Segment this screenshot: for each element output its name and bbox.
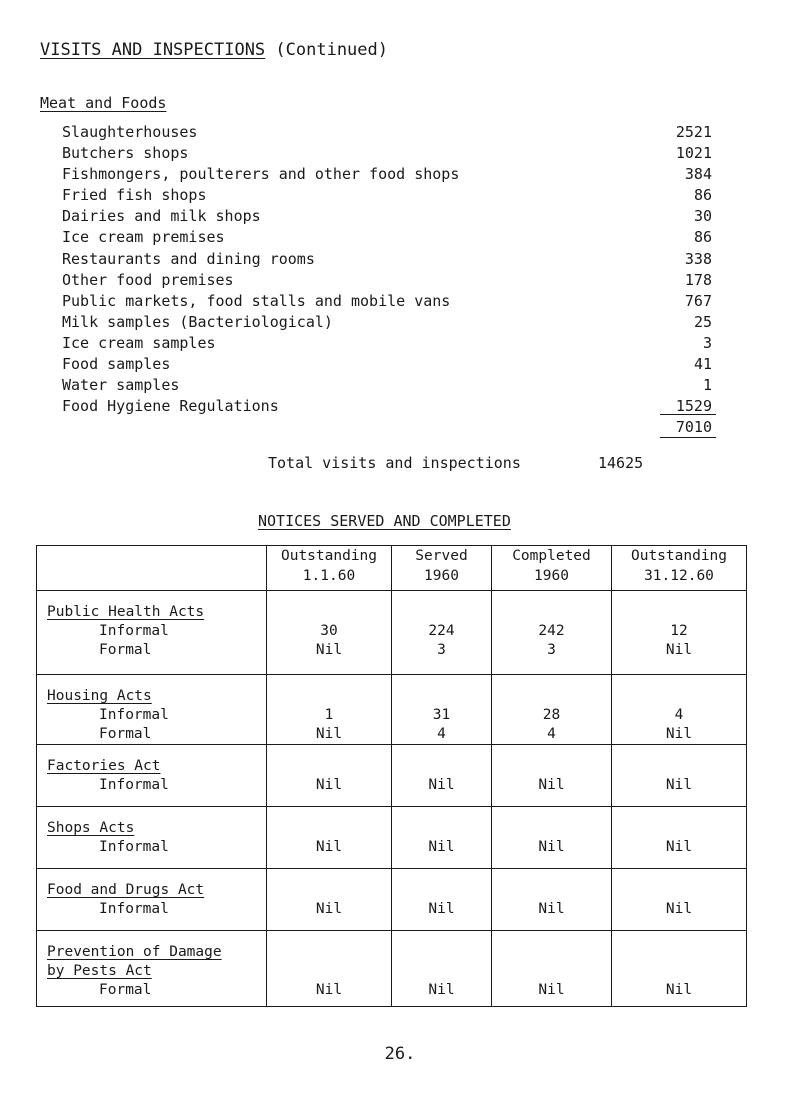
- section-title-meat-foods: Meat and Foods: [40, 94, 167, 112]
- value-text: Nil: [665, 839, 693, 855]
- value-text: Nil: [428, 982, 455, 998]
- notices-group-row: [37, 745, 747, 807]
- visit-label: Ice cream samples: [62, 333, 216, 352]
- visit-value: 2521: [675, 123, 712, 141]
- value-cell: [267, 591, 392, 675]
- notice-type-label: Formal: [99, 982, 152, 998]
- value-text: Nil: [315, 982, 343, 998]
- notices-header-row: [37, 546, 747, 591]
- visit-value: 1021: [675, 144, 712, 163]
- category-title: Prevention of Damage: [47, 944, 222, 960]
- category-cell: [37, 807, 267, 869]
- value-cell: [612, 931, 747, 1007]
- value-text: Nil: [315, 726, 343, 742]
- value-cell: [492, 745, 612, 807]
- value-stack: [392, 675, 491, 744]
- notices-group-row: [37, 591, 747, 675]
- visit-label: Public markets, food stalls and mobile vans: [62, 291, 451, 310]
- visit-row: [62, 185, 712, 206]
- value-text: Nil: [315, 642, 343, 658]
- visit-value: 384: [684, 165, 712, 184]
- value-text: Nil: [315, 777, 343, 793]
- notices-group-row: [37, 675, 747, 745]
- value-text: Nil: [665, 901, 693, 917]
- visit-row: [62, 270, 712, 291]
- notices-group-row: [37, 807, 747, 869]
- value-stack: [612, 931, 746, 1000]
- value-stack: [392, 745, 491, 795]
- value-stack: [267, 869, 391, 919]
- value-text: Nil: [538, 901, 565, 917]
- notice-type-label: Formal: [99, 726, 152, 742]
- value-text: 12: [670, 623, 688, 639]
- value-stack: [492, 675, 611, 744]
- value-cell: [612, 869, 747, 931]
- value-stack: [267, 591, 391, 660]
- page-heading: [40, 40, 388, 60]
- value-stack: [492, 931, 611, 1000]
- value-text: Nil: [538, 982, 565, 998]
- value-text: 4: [674, 707, 684, 723]
- value-cell: [392, 869, 492, 931]
- header-blank: [37, 546, 267, 591]
- value-text: 3: [547, 642, 556, 658]
- value-stack: [267, 745, 391, 795]
- visit-row: [62, 396, 712, 417]
- value-text: Nil: [665, 982, 693, 998]
- value-text: 28: [542, 707, 561, 723]
- heading-underlined: VISITS AND INSPECTIONS: [40, 40, 266, 60]
- visit-row: [62, 143, 712, 164]
- value-stack: [267, 807, 391, 857]
- value-text: 3: [437, 642, 446, 658]
- value-text: Nil: [665, 777, 693, 793]
- notice-type-label: Informal: [99, 777, 169, 793]
- visit-row: [62, 354, 712, 375]
- total-value: 14625: [598, 454, 644, 472]
- category-cell: [37, 745, 267, 807]
- value-stack: [492, 869, 611, 919]
- visit-label: Water samples: [62, 376, 180, 395]
- value-cell: [492, 807, 612, 869]
- visit-value: 1: [702, 376, 712, 395]
- value-cell: [612, 807, 747, 869]
- value-text: 224: [428, 623, 455, 639]
- category-cell: [37, 869, 267, 931]
- notice-type-label: Informal: [99, 839, 169, 855]
- value-text: 31: [432, 707, 451, 723]
- value-cell: [492, 675, 612, 745]
- visit-label: Dairies and milk shops: [62, 207, 261, 226]
- value-stack: [392, 591, 491, 660]
- visit-row: [62, 291, 712, 312]
- value-stack: [392, 869, 491, 919]
- notice-type-label: Formal: [99, 642, 152, 658]
- value-text: Nil: [428, 839, 455, 855]
- value-cell: [267, 931, 392, 1007]
- visit-label: Butchers shops: [62, 144, 189, 163]
- notices-group-row: [37, 931, 747, 1007]
- category-title: Food and Drugs Act: [47, 882, 205, 898]
- notice-type-label: Informal: [99, 707, 169, 723]
- visit-row: [62, 206, 712, 227]
- visit-value: 338: [684, 249, 712, 268]
- visit-value: 86: [693, 186, 712, 205]
- visit-label: Slaughterhouses: [62, 123, 198, 141]
- category-title: Housing Acts: [47, 688, 152, 704]
- value-text: Nil: [428, 901, 455, 917]
- visit-row: [62, 227, 712, 248]
- visit-value: 767: [684, 291, 712, 310]
- value-text: 4: [547, 726, 556, 742]
- notice-type-label: Informal: [99, 901, 169, 917]
- value-text: 242: [538, 623, 565, 639]
- visit-label: Ice cream premises: [62, 228, 225, 247]
- category-cell: [37, 675, 267, 745]
- category-cell: [37, 591, 267, 675]
- category-cell: [37, 931, 267, 1007]
- col-header: Completed 1960: [492, 546, 612, 591]
- value-stack: [612, 745, 746, 795]
- visit-value: 30: [693, 207, 712, 226]
- value-stack: [267, 931, 391, 1000]
- value-stack: [612, 807, 746, 857]
- visit-row: [62, 333, 712, 354]
- notices-title: NOTICES SERVED AND COMPLETED: [258, 512, 511, 530]
- value-stack: [492, 591, 611, 660]
- value-text: Nil: [665, 642, 693, 658]
- value-cell: [392, 675, 492, 745]
- visit-value: 41: [693, 355, 712, 374]
- value-stack: [612, 869, 746, 919]
- value-cell: [612, 745, 747, 807]
- value-cell: [392, 745, 492, 807]
- visit-value: 3: [702, 333, 712, 352]
- notices-table: [36, 545, 747, 1007]
- notices-group-row: [37, 869, 747, 931]
- value-text: 4: [437, 726, 446, 742]
- value-text: Nil: [538, 839, 565, 855]
- value-stack: [392, 807, 491, 857]
- value-stack: [612, 675, 746, 744]
- visit-label: Other food premises: [62, 270, 234, 289]
- value-text: Nil: [315, 839, 343, 855]
- value-cell: [392, 807, 492, 869]
- value-text: Nil: [538, 777, 565, 793]
- subtotal-underline: [660, 437, 716, 438]
- value-cell: [392, 591, 492, 675]
- visit-label: Fried fish shops: [62, 186, 207, 205]
- page-number: 26.: [384, 1044, 416, 1064]
- value-cell: [612, 675, 747, 745]
- value-cell: [492, 869, 612, 931]
- visit-row: [62, 164, 712, 185]
- value-text: 1: [324, 707, 334, 723]
- total-label: Total visits and inspections: [268, 454, 521, 472]
- value-stack: [267, 675, 391, 744]
- category-title: Public Health Acts: [47, 604, 205, 620]
- notice-type-label: Informal: [99, 623, 169, 639]
- value-stack: [612, 591, 746, 660]
- visit-value: 178: [684, 270, 712, 289]
- visit-row: [62, 375, 712, 396]
- value-text: Nil: [428, 777, 455, 793]
- visit-value: 25: [693, 312, 712, 331]
- value-text: 30: [320, 623, 338, 639]
- visits-list: [62, 122, 712, 417]
- visit-row: [62, 122, 712, 143]
- value-cell: [392, 931, 492, 1007]
- visits-subtotal: 7010: [675, 418, 712, 436]
- col-header: Served 1960: [392, 546, 492, 591]
- value-stack: [492, 745, 611, 795]
- visit-label: Restaurants and dining rooms: [62, 249, 315, 268]
- visit-value: 1529: [675, 397, 712, 416]
- value-stack: [392, 931, 491, 1000]
- value-cell: [267, 807, 392, 869]
- visit-label: Fishmongers, poulterers and other food shops: [62, 165, 460, 184]
- category-title: Shops Acts: [47, 820, 135, 836]
- category-title-cont: by Pests Act: [47, 963, 152, 979]
- col-header: Outstanding 31.12.60: [612, 546, 747, 591]
- value-stack: [492, 807, 611, 857]
- category-title: Factories Act: [47, 758, 161, 774]
- visit-row: [62, 249, 712, 270]
- value-text: Nil: [315, 901, 343, 917]
- value-cell: [492, 591, 612, 675]
- visit-label: Food Hygiene Regulations: [62, 397, 279, 416]
- visit-value: 86: [693, 228, 712, 247]
- value-cell: [267, 745, 392, 807]
- value-cell: [267, 869, 392, 931]
- value-text: Nil: [665, 726, 693, 742]
- value-cell: [612, 591, 747, 675]
- subtotal-rule: [660, 414, 716, 415]
- heading-rest: (Continued): [265, 40, 388, 60]
- visit-label: Food samples: [62, 355, 171, 374]
- visit-label: Milk samples (Bacteriological): [62, 312, 333, 331]
- col-header: Outstanding 1.1.60: [267, 546, 392, 591]
- visit-row: [62, 312, 712, 333]
- value-cell: [267, 675, 392, 745]
- value-cell: [492, 931, 612, 1007]
